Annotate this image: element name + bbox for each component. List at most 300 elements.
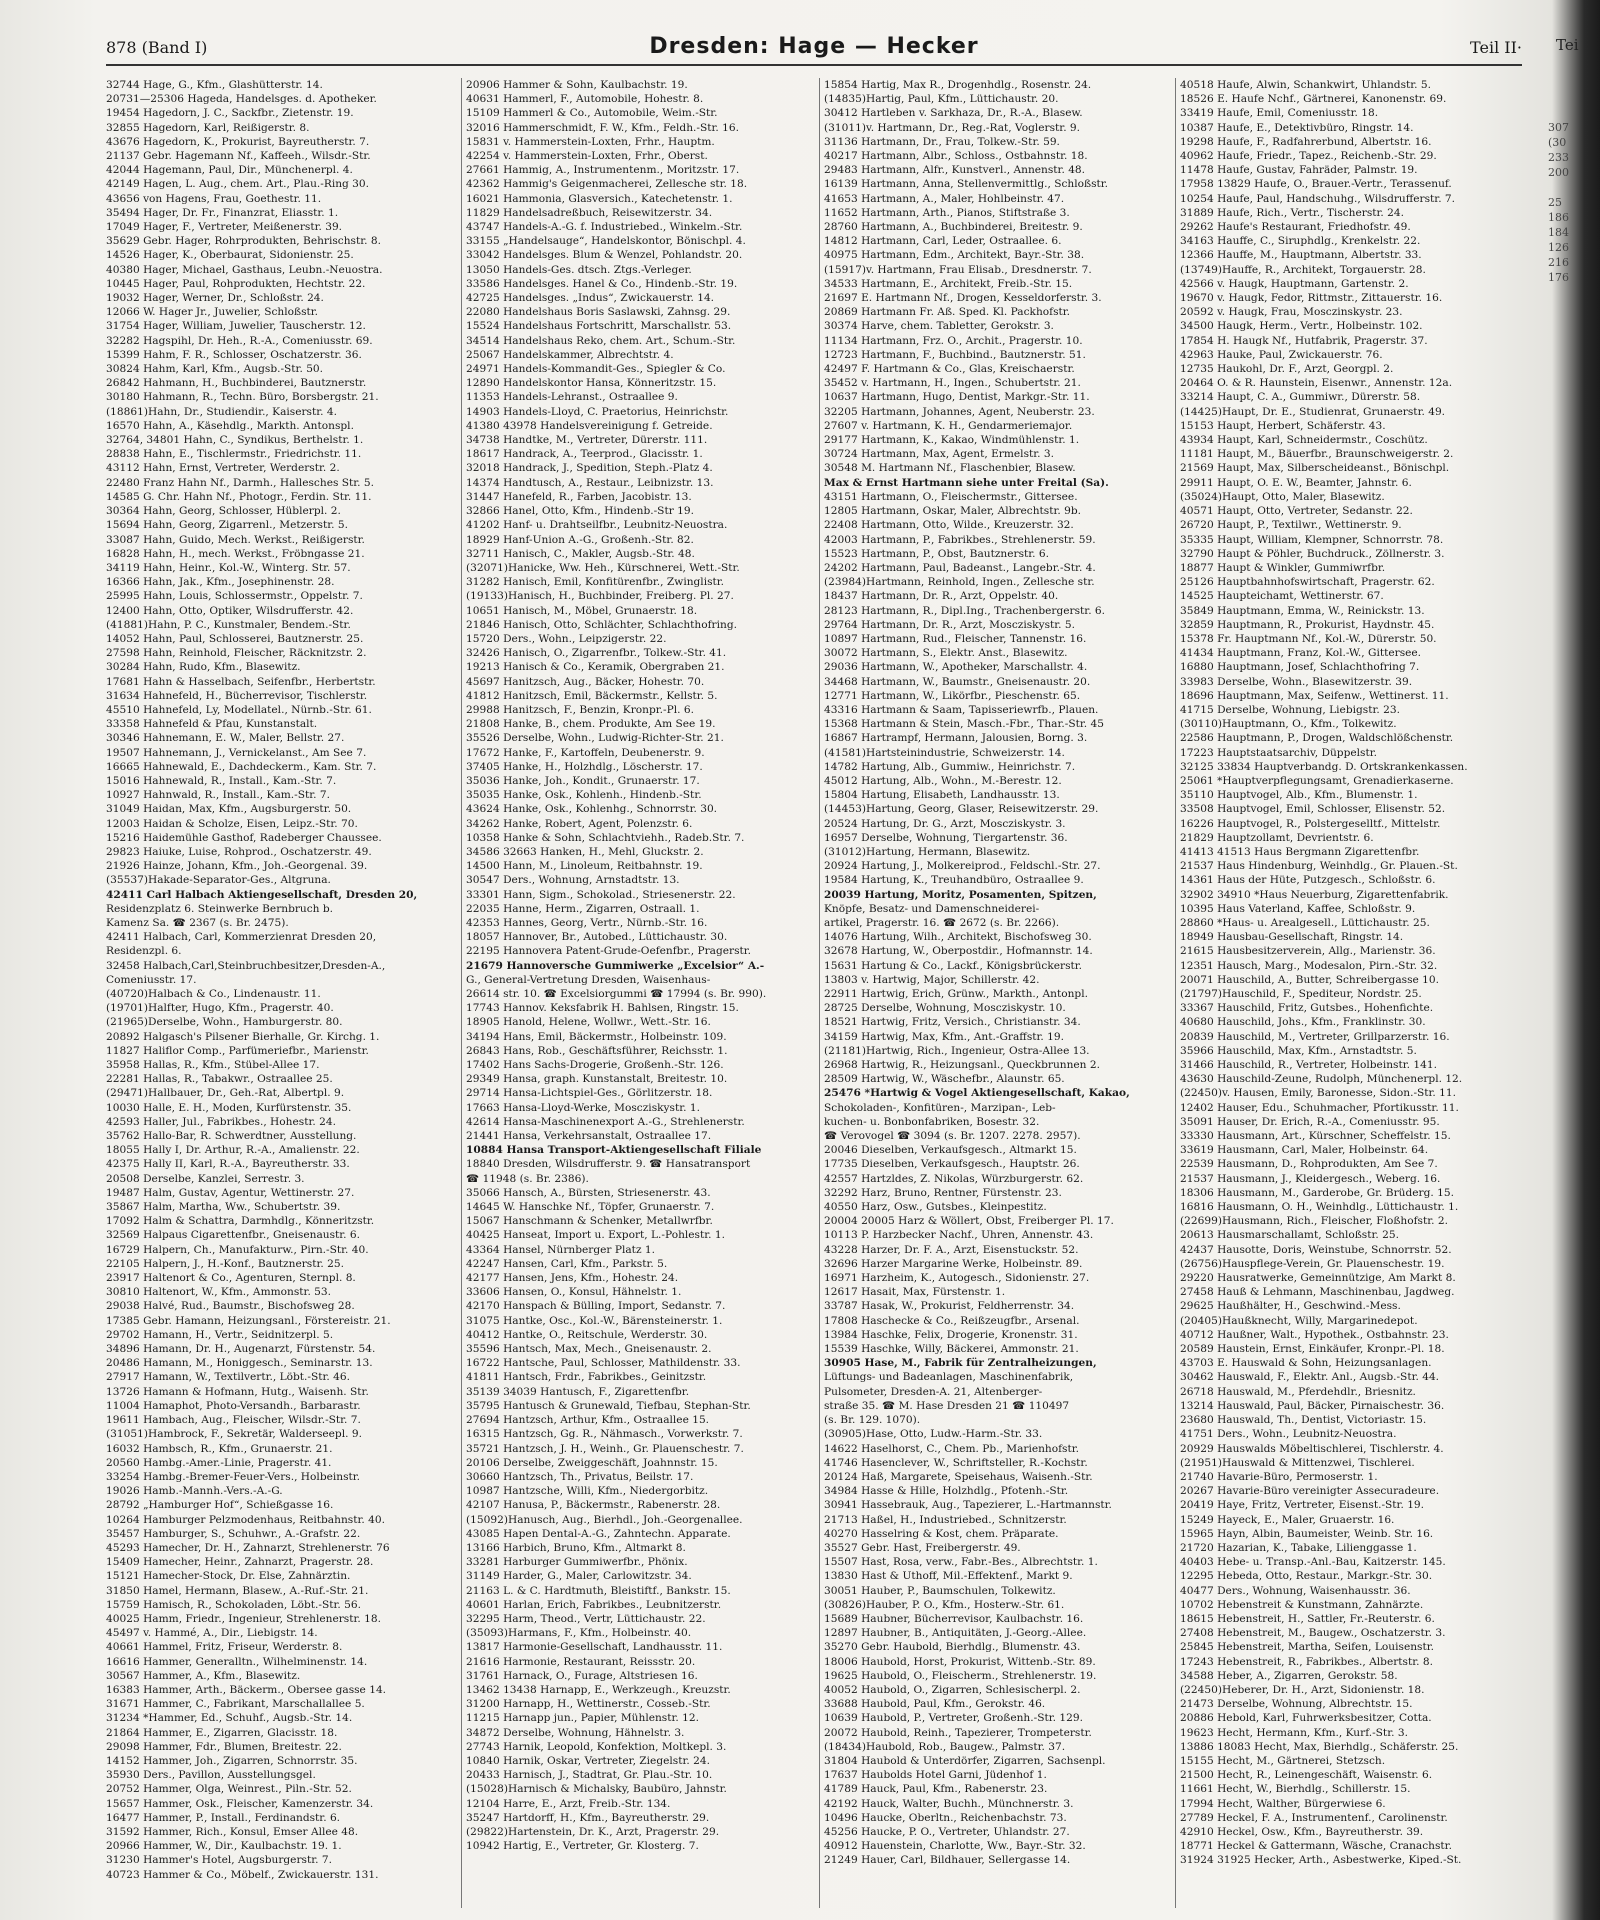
directory-column-3 <box>824 78 1174 1908</box>
directory-entry: 25476 *Hartwig & Vogel Aktiengesellschaft, Kakao, <box>824 1087 1130 1100</box>
directory-entry: 42910 Heckel, Osw., Kfm., Bayreutherstr. 39. <box>1180 1825 1424 1838</box>
directory-entry: 43085 Hapen Dental-A.-G., Zahntechn. Apparate. <box>466 1527 731 1540</box>
directory-entry: 14361 Haus der Hüte, Putzgesch., Schloßstr. 6. <box>1180 874 1436 887</box>
directory-entry: 21713 Haßel, H., Industriebed., Schnitzerstr. <box>824 1513 1067 1526</box>
directory-entry: 35596 Hantsch, Max, Mech., Gneisenaustr. 2. <box>466 1343 712 1356</box>
directory-entry: 12897 Haubner, B., Antiquitäten, J.-Georg.-Allee. <box>824 1627 1087 1640</box>
directory-entry: 33688 Haubold, Paul, Kfm., Gerokstr. 46. <box>824 1698 1046 1711</box>
directory-entry: 17743 Hannov. Keksfabrik H. Bahlsen, Ringstr. 15. <box>466 1002 739 1015</box>
directory-entry: 31754 Hager, William, Juwelier, Tauscherstr. 12. <box>106 320 366 333</box>
directory-entry: 30364 Hahn, Georg, Schlosser, Hüblerpl. 2. <box>106 505 341 518</box>
directory-entry: 11004 Hamaphot, Photo-Versandh., Barbarastr. <box>106 1399 361 1412</box>
directory-entry: 29177 Hartmann, K., Kakao, Windmühlenstr. 1. <box>824 434 1080 447</box>
directory-entry: 40680 Hauschild, Johs., Kfm., Franklinstr. 30. <box>1180 1016 1426 1029</box>
directory-entry: 13886 18083 Hecht, Max, Bierhdlg., Schäferstr. 25. <box>1180 1740 1459 1753</box>
directory-entry: 29038 Halvé, Rud., Baumstr., Bischofsweg 28. <box>106 1300 355 1313</box>
directory-entry: kuchen- u. Bonbonfabriken, Bosestr. 32. <box>824 1115 1040 1128</box>
directory-entry: 11215 Harnapp jun., Papier, Mühlenstr. 12. <box>466 1712 699 1725</box>
directory-entry: 17672 Hanke, F., Kartoffeln, Deubenerstr. 9. <box>466 746 705 759</box>
directory-entry: 23917 Haltenort & Co., Agenturen, Sternpl. 8. <box>106 1272 356 1285</box>
directory-entry: 43676 Hagedorn, K., Prokurist, Bayreutherstr. 7. <box>106 135 370 148</box>
page-number: 878 (Band I) <box>106 38 208 57</box>
directory-entry: 40403 Hebe- u. Transp.-Anl.-Bau, Kaitzerstr. 145. <box>1180 1556 1446 1569</box>
directory-entry: (21797)Hauschild, F., Spediteur, Nordstr. 25. <box>1180 988 1422 1000</box>
directory-entry: 18617 Handrack, A., Teerprod., Glacisstr. 1. <box>466 448 703 461</box>
directory-entry: 20267 Havarie-Büro vereinigter Assecuradeure. <box>1180 1485 1440 1498</box>
directory-entry: 17994 Hecht, Walther, Bürgerwiese 6. <box>1180 1797 1386 1810</box>
directory-entry: 10927 Hahnwald, R., Install., Kam.-Str. 7. <box>106 789 331 802</box>
directory-entry: 30346 Hahnemann, E. W., Maler, Bellstr. 27. <box>106 732 345 745</box>
directory-entry: 30547 Ders., Wohnung, Arnstadtstr. 13. <box>466 874 680 887</box>
directory-entry: 40912 Hauenstein, Charlotte, Ww., Bayr.-Str. 32. <box>824 1840 1086 1853</box>
directory-entry: 45293 Hamecher, Dr. H., Zahnarzt, Strehlenerstr. 76 <box>106 1541 390 1554</box>
directory-entry: artikel, Pragerstr. 16. ☎ 2672 (s. Br. 2266). <box>824 916 1060 929</box>
directory-entry: 14152 Hammer, Joh., Zigarren, Schnorrstr. 35. <box>106 1754 358 1767</box>
directory-entry: 15368 Hartmann & Stein, Masch.-Fbr., Thar.-Str. 45 <box>824 718 1104 731</box>
directory-entry: 18057 Hannover, Br., Autobed., Lüttichaustr. 30. <box>466 931 728 944</box>
directory-entry: 43151 Hartmann, O., Fleischermstr., Gittersee. <box>824 490 1078 503</box>
directory-entry: 31671 Hammer, C., Fabrikant, Marschallallee 5. <box>106 1698 365 1711</box>
adjacent-page-number: (30 <box>1548 136 1567 149</box>
directory-entry: 17637 Haubolds Hotel Garni, Jüdenhof 1. <box>824 1769 1047 1782</box>
directory-entry: 19026 Hamb.-Mannh.-Vers.-A.-G. <box>106 1485 283 1498</box>
directory-entry: (22450)v. Hausen, Emily, Baronesse, Sidon.-Str. 11. <box>1180 1087 1457 1100</box>
directory-entry: 34262 Hanke, Robert, Agent, Polenzstr. 6. <box>466 817 693 830</box>
directory-entry: 31466 Hauschild, R., Vertreter, Holbeinstr. 141. <box>1180 1059 1437 1072</box>
directory-entry: 40270 Hasselring & Kost, chem. Präparate. <box>824 1527 1059 1540</box>
directory-entry: 19623 Hecht, Hermann, Kfm., Kurf.-Str. 3. <box>1180 1726 1408 1739</box>
directory-entry: 31447 Hanefeld, R., Farben, Jacobistr. 13. <box>466 490 692 503</box>
directory-entry: 40571 Haupt, Otto, Vertreter, Sedanstr. 22. <box>1180 505 1413 518</box>
directory-entry: 32902 34910 *Haus Neuerburg, Zigarettenfabrik. <box>1180 888 1449 901</box>
directory-entry: 15523 Hartmann, P., Obst, Bautznerstr. 6. <box>824 547 1050 560</box>
directory-entry: 12003 Haidan & Scholze, Eisen, Leipz.-Str. 70. <box>106 817 358 830</box>
directory-entry: 13830 Hast & Uthoff, Mil.-Effektenf., Markt 9. <box>824 1570 1073 1583</box>
directory-entry: 35966 Hauschild, Max, Kfm., Arnstadtstr. 5. <box>1180 1044 1417 1057</box>
directory-entry: 20752 Hammer, Olga, Weinrest., Piln.-Str. 52. <box>106 1783 352 1796</box>
directory-entry: Pulsometer, Dresden-A. 21, Altenberger- <box>824 1385 1043 1398</box>
directory-entry: (13749)Hauffe, R., Architekt, Torgauerstr. 28. <box>1180 263 1426 276</box>
directory-entry: 18696 Hauptmann, Max, Seifenw., Wettinerst. 11. <box>1180 689 1449 702</box>
directory-entry: 16021 Hammonia, Glasversich., Katechetenstr. 1. <box>466 192 733 205</box>
directory-entry: 10651 Hanisch, M., Möbel, Grunaerstr. 18. <box>466 604 698 617</box>
adjacent-page-number: 200 <box>1548 166 1569 179</box>
directory-entry: 29036 Hartmann, W., Apotheker, Marschallstr. 4. <box>824 661 1088 674</box>
directory-entry: 40425 Hanseat, Import u. Export, L.-Pohlestr. 1. <box>466 1229 725 1242</box>
directory-entry: 21615 Hausbesitzerverein, Allg., Marienstr. 36. <box>1180 945 1436 958</box>
directory-column-4 <box>1180 78 1530 1908</box>
directory-entry: 15507 Hast, Rosa, verw., Fabr.-Bes., Albrechtstr. 1. <box>824 1556 1098 1569</box>
directory-entry: (14453)Hartung, Georg, Glaser, Reisewitzerstr. 29. <box>824 803 1099 816</box>
adjacent-page-number: 307 <box>1548 121 1569 134</box>
directory-entry: 20004 20005 Harz & Wöllert, Obst, Freiberger Pl. 17. <box>824 1215 1114 1228</box>
directory-entry: 17854 H. Haugk Nf., Hutfabrik, Pragerstr. 37. <box>1180 334 1428 347</box>
directory-entry: 40550 Harz, Osw., Gutsbes., Kleinpestitz. <box>824 1201 1047 1214</box>
directory-entry: 12723 Hartmann, F., Buchbind., Bautznerstr. 51. <box>824 348 1086 361</box>
directory-entry: 43316 Hartmann & Saam, Tapisseriewrfb., Plauen. <box>824 703 1099 716</box>
directory-entry: 17385 Gebr. Hamann, Heizungsanl., Förstereistr. 21. <box>106 1314 391 1327</box>
directory-entry: 21829 Hauptzollamt, Devrientstr. 6. <box>1180 831 1374 844</box>
directory-entry: 20464 O. & R. Haunstein, Eisenwr., Annenstr. 12a. <box>1180 377 1453 390</box>
directory-entry: 16616 Hammer, Generalltn., Wilhelminenstr. 14. <box>106 1655 368 1668</box>
directory-entry: 41653 Hartmann, A., Maler, Hohlbeinstr. 47. <box>824 192 1065 205</box>
directory-entry: 30072 Hartmann, S., Elektr. Anst., Blasewitz. <box>824 647 1068 660</box>
directory-entry: 21569 Haupt, Max, Silberscheideanst., Bönischpl. <box>1180 462 1450 475</box>
adjacent-page-number: 176 <box>1548 271 1569 284</box>
directory-entry: 21679 Hannoversche Gummiwerke „Excelsior“ A.- <box>466 959 765 972</box>
directory-entry: 21500 Hecht, R., Leinengeschäft, Waisenstr. 6. <box>1180 1769 1433 1782</box>
directory-entry: 22035 Hanne, Herm., Zigarren, Ostraall. 1. <box>466 902 700 915</box>
directory-entry: 31889 Haufe, Rich., Vertr., Tischerstr. 24. <box>1180 206 1405 219</box>
directory-column-1 <box>106 78 456 1908</box>
directory-entry: (35093)Harmans, F., Kfm., Holbeinstr. 40. <box>466 1627 692 1640</box>
directory-entry: 18949 Hausbau-Gesellschaft, Ringstr. 14. <box>1180 931 1404 944</box>
directory-entry: 35930 Ders., Pavillon, Ausstellungsgel. <box>106 1769 316 1782</box>
directory-entry: 22281 Hallas, R., Tabakwr., Ostraallee 25. <box>106 1073 333 1086</box>
directory-entry: 14812 Hartmann, Carl, Leder, Ostraallee. 6. <box>824 235 1062 248</box>
directory-entry: 42107 Hanusa, P., Bäckermstr., Rabenerstr. 28. <box>466 1499 721 1512</box>
directory-entry: 19670 v. Haugk, Fedor, Rittmstr., Zittauerstr. 16. <box>1180 292 1443 305</box>
directory-entry: G., General-Vertretung Dresden, Waisenhaus- <box>466 973 711 986</box>
directory-entry: 43703 E. Hauswald & Sohn, Heizungsanlagen. <box>1180 1357 1432 1370</box>
directory-entry: 21137 Gebr. Hagemann Nf., Kaffeeh., Wilsdr.-Str. <box>106 150 371 163</box>
directory-entry: 20966 Hammer, W., Dir., Kaulbachstr. 19. 1. <box>106 1840 342 1853</box>
directory-entry: 42411 Halbach, Carl, Kommerzienrat Dresden 20, <box>106 931 377 944</box>
directory-entry: 10254 Haufe, Paul, Handschuhg., Wilsdrufferstr. 7. <box>1180 192 1456 205</box>
directory-entry: 24202 Hartmann, Paul, Badeanst., Langebr.-Str. 4. <box>824 561 1096 574</box>
directory-entry: 15631 Hartung & Co., Lackf., Königsbrückerstr. <box>824 959 1083 972</box>
directory-entry: 29220 Hausratwerke, Gemeinnützige, Am Markt 8. <box>1180 1272 1456 1285</box>
directory-entry: 16032 Hambsch, R., Kfm., Grunaerstr. 21. <box>106 1442 333 1455</box>
directory-entry: 40380 Hager, Michael, Gasthaus, Leubn.-Neuostra. <box>106 263 383 276</box>
directory-entry: 41751 Ders., Wohn., Leubnitz-Neuostra. <box>1180 1428 1397 1441</box>
directory-entry: 40723 Hammer & Co., Möbelf., Zwickauerstr. 131. <box>106 1868 379 1881</box>
directory-entry: 32569 Halpaus Cigarettenfbr., Gneisenaustr. 6. <box>106 1229 361 1242</box>
directory-entry: 20046 Dieselben, Verkaufsgesch., Altmarkt 15. <box>824 1144 1077 1157</box>
directory-entry: 18877 Haupt & Winkler, Gummiwrfbr. <box>1180 561 1386 574</box>
directory-entry: 35721 Hantzsch, J. H., Weinh., Gr. Plauenschestr. 7. <box>466 1442 744 1455</box>
directory-entry: (s. Br. 129. 1070). <box>824 1414 921 1427</box>
directory-entry: 30660 Hantzsch, Th., Privatus, Beilstr. 17. <box>466 1470 694 1483</box>
directory-entry: 21441 Hansa, Verkehrsanstalt, Ostraallee 17. <box>466 1130 712 1143</box>
directory-entry: 12402 Hauser, Edu., Schuhmacher, Pfortikusstr. 11. <box>1180 1101 1459 1114</box>
directory-entry: (35537)Hakade-Separator-Ges., Altgruna. <box>106 874 331 887</box>
directory-entry: 32744 Hage, G., Kfm., Glashütterstr. 14. <box>106 79 323 91</box>
directory-entry: 17663 Hansa-Lloyd-Werke, Moscziskystr. 1. <box>466 1101 700 1114</box>
directory-entry: (14835)Hartig, Paul, Kfm., Lüttichaustr. 20. <box>824 93 1059 106</box>
directory-entry: 30810 Haltenort, W., Kfm., Ammonstr. 53. <box>106 1286 332 1299</box>
directory-entry: 13803 v. Hartwig, Major, Schillerstr. 42. <box>824 973 1040 986</box>
directory-entry: 43624 Hanke, Osk., Kohlenhg., Schnorrstr. 30. <box>466 803 718 816</box>
directory-entry: 33358 Hahnefeld & Pfau, Kunstanstalt. <box>106 718 318 731</box>
adjacent-page-number: 233 <box>1548 151 1569 164</box>
directory-entry: 40712 Haußner, Walt., Hypothek., Ostbahnstr. 23. <box>1180 1328 1449 1341</box>
directory-entry: 20433 Harnisch, J., Stadtrat, Gr. Plau.-Str. 10. <box>466 1769 713 1782</box>
directory-entry: 34738 Handtke, M., Vertreter, Dürerstr. 111. <box>466 434 708 447</box>
directory-entry: 37405 Hanke, H., Holzhdlg., Löscherstr. 17. <box>466 760 703 773</box>
directory-entry: 32016 Hammerschmidt, F. W., Kfm., Feldh.-Str. 16. <box>466 121 739 134</box>
directory-entry: 20106 Derselbe, Zweiggeschäft, Joahnnstr. 15. <box>466 1456 718 1469</box>
directory-entry: 34533 Hartmann, E., Architekt, Freib.-Str. 15. <box>824 277 1073 290</box>
directory-entry: 19298 Haufe, F., Radfahrerbund, Albertstr. 16. <box>1180 135 1432 148</box>
directory-entry: 34500 Haugk, Herm., Vertr., Holbeinstr. 102. <box>1180 320 1423 333</box>
column-divider <box>1175 78 1176 1908</box>
directory-entry: 29911 Haupt, O. E. W., Beamter, Jahnstr. 6. <box>1180 476 1412 489</box>
directory-entry: 16665 Hahnewald, E., Dachdeckerm., Kam. Str. 7. <box>106 760 377 773</box>
directory-entry: 15067 Hanschmann & Schenker, Metallwrfbr. <box>466 1215 713 1228</box>
directory-entry: 13726 Hamann & Hofmann, Hutg., Waisenh. Str. <box>106 1385 369 1398</box>
directory-entry: 11829 Handelsadreßbuch, Reisewitzerstr. 34. <box>466 206 713 219</box>
directory-entry: 15854 Hartig, Max R., Drogenhdlg., Rosenstr. 24. <box>824 79 1092 91</box>
directory-entry: 10387 Haufe, E., Detektivbüro, Ringstr. 14. <box>1180 121 1414 134</box>
directory-entry: 14645 W. Hanschke Nf., Töpfer, Grunaerstr. 7. <box>466 1201 715 1214</box>
directory-entry: 45697 Hanitzsch, Aug., Bäcker, Hohestr. 70. <box>466 675 705 688</box>
directory-entry: 13214 Hauswald, Paul, Bäcker, Pirnaischestr. 36. <box>1180 1399 1445 1412</box>
directory-entry: 15109 Hammerl & Co., Automobile, Weim.-Str. <box>466 107 718 120</box>
adjacent-page-number: 184 <box>1548 226 1569 239</box>
directory-entry: 43934 Haupt, Karl, Schneidermstr., Coschütz. <box>1180 434 1428 447</box>
directory-entry: 41434 Hauptmann, Franz, Kol.-W., Gittersee. <box>1180 647 1422 660</box>
directory-entry: 20560 Hambg.-Amer.-Linie, Pragerstr. 41. <box>106 1456 332 1469</box>
adjacent-page-number: 216 <box>1548 256 1569 269</box>
directory-entry: 25126 Hauptbahnhofswirtschaft, Pragerstr. 62. <box>1180 576 1435 589</box>
directory-entry: 32458 Halbach,Carl,Steinbruchbesitzer,Dresden-A., <box>106 959 386 972</box>
directory-entry: 31804 Haubold & Unterdörfer, Zigarren, Sachsenpl. <box>824 1754 1106 1767</box>
directory-entry: 35139 34039 Hantusch, F., Zigarettenfbr. <box>466 1385 690 1398</box>
directory-entry: 33254 Hambg.-Bremer-Feuer-Vers., Holbeinstr. <box>106 1470 361 1483</box>
directory-entry: 16828 Hahn, H., mech. Werkst., Fröbngasse 21. <box>106 547 365 560</box>
directory-entry: 32790 Haupt & Pöhler, Buchdruck., Zöllnerstr. 3. <box>1180 547 1445 560</box>
directory-entry: 13166 Harbich, Bruno, Kfm., Altmarkt 8. <box>466 1541 686 1554</box>
directory-entry: 15539 Haschke, Willy, Bäckerei, Ammonstr. 21. <box>824 1343 1079 1356</box>
directory-entry: 27598 Hahn, Reinhold, Fleischer, Räcknitzstr. 2. <box>106 647 367 660</box>
directory-entry: 11181 Haupt, M., Bäuerfbr., Braunschweigerstr. 2. <box>1180 448 1454 461</box>
directory-entry: 35247 Hartdorff, H., Kfm., Bayreutherstr. 29. <box>466 1811 710 1824</box>
directory-entry: 40518 Haufe, Alwin, Schankwirt, Uhlandstr. 5. <box>1180 79 1432 91</box>
directory-entry: 20906 Hammer & Sohn, Kaulbachstr. 19. <box>466 79 688 91</box>
directory-entry: (19701)Halfter, Hugo, Kfm., Pragerstr. 40. <box>106 1002 334 1015</box>
directory-entry: 35110 Hauptvogel, Alb., Kfm., Blumenstr. 1. <box>1180 789 1418 802</box>
directory-entry: 22105 Halpern, J., H.-Konf., Bautznerstr. 25. <box>106 1257 344 1270</box>
directory-entry: 13817 Harmonie-Gesellschaft, Landhausstr. 11. <box>466 1641 723 1654</box>
directory-entry: 31230 Hammer's Hotel, Augsburgerstr. 7. <box>106 1854 332 1867</box>
directory-entry: 17402 Hans Sachs-Drogerie, Großenh.-Str. 126. <box>466 1059 724 1072</box>
directory-entry: 43630 Hauschild-Zeune, Rudolph, Münchenerpl. 12. <box>1180 1073 1463 1086</box>
directory-entry: 45012 Hartung, Alb., Wohn., M.-Berestr. 12. <box>824 774 1062 787</box>
directory-entry: 21808 Hanke, B., chem. Produkte, Am See 19. <box>466 718 716 731</box>
directory-entry: 27607 v. Hartmann, K. H., Gendarmeriemajor. <box>824 419 1073 432</box>
directory-entry: 43656 von Hagens, Frau, Goethestr. 11. <box>106 192 322 205</box>
directory-entry: 10395 Haus Vaterland, Kaffee, Schloßstr. 9. <box>1180 902 1416 915</box>
directory-entry: 29098 Hammer, Fdr., Blumen, Breitestr. 22. <box>106 1740 342 1753</box>
directory-entry: 28838 Hahn, E., Tischlermstr., Friedrichstr. 11. <box>106 448 362 461</box>
directory-entry: 30905 Hase, M., Fabrik für Zentralheizungen, <box>824 1357 1097 1370</box>
directory-entry: 20839 Hauschild, M., Vertreter, Grillparzerstr. 16. <box>1180 1030 1450 1043</box>
directory-entry: 17681 Hahn & Hasselbach, Seifenfbr., Herbertstr. <box>106 675 376 688</box>
directory-entry: 30462 Hauswald, F., Elektr. Anl., Augsb.-Str. 44. <box>1180 1371 1440 1384</box>
directory-entry: 14374 Handtusch, A., Restaur., Leibnizstr. 13. <box>466 476 714 489</box>
directory-entry: 26718 Hauswald, M., Pferdehdlr., Briesnitz. <box>1180 1385 1416 1398</box>
directory-entry: 35494 Hager, Dr. Fr., Finanzrat, Eliasstr. 1. <box>106 206 339 219</box>
directory-entry: 16477 Hammer, P., Install., Ferdinandstr. 6. <box>106 1811 341 1824</box>
directory-entry: 21537 Haus Hindenburg, Weinhdlg., Gr. Plauen.-St. <box>1180 860 1458 873</box>
directory-entry: (20405)Haußknecht, Willy, Margarinedepot. <box>1180 1314 1418 1327</box>
directory-entry: (14425)Haupt, Dr. E., Studienrat, Grunaerstr. 49. <box>1180 405 1446 418</box>
directory-entry: 31592 Hammer, Rich., Konsul, Emser Allee 48. <box>106 1825 359 1838</box>
directory-entry: 15965 Hayn, Albin, Baumeister, Weinb. Str. 16. <box>1180 1527 1434 1540</box>
directory-entry: 34119 Hahn, Heinr., Kol.-W., Winterg. Str. 57. <box>106 561 351 574</box>
directory-entry: 30412 Hartleben v. Sarkhaza, Dr., R.-A., Blasew. <box>824 107 1083 120</box>
directory-entry: 32018 Handrack, J., Spedition, Steph.-Platz 4. <box>466 462 713 475</box>
directory-entry: 20924 Hartung, J., Molkereiprod., Feldschl.-Str. 27. <box>824 860 1101 873</box>
directory-entry: (15028)Harnisch & Michalsky, Baubüro, Jahnstr. <box>466 1783 727 1796</box>
directory-entry: 22539 Hausmann, D., Rohprodukten, Am See 7. <box>1180 1158 1438 1171</box>
directory-entry: 28123 Hartmann, R., Dipl.Ing., Trachenbergerstr. 6. <box>824 604 1106 617</box>
directory-entry: 14622 Haselhorst, C., Chem. Pb., Marienhofstr. <box>824 1442 1080 1455</box>
directory-entry: 32855 Hagedorn, Karl, Reißigerstr. 8. <box>106 121 310 134</box>
directory-entry: 35457 Hamburger, S., Schuhwr., A.-Grafstr. 22. <box>106 1527 361 1540</box>
directory-entry: 40025 Hamm, Friedr., Ingenieur, Strehlenerstr. 18. <box>106 1612 381 1625</box>
directory-entry: 42254 v. Hammerstein-Loxten, Frhr., Oberst. <box>466 150 708 163</box>
directory-entry: 12890 Handelskontor Hansa, Könneritzstr. 15. <box>466 377 717 390</box>
directory-entry: 32426 Hanisch, O., Zigarrenfbr., Tolkew.-Str. 41. <box>466 647 727 660</box>
directory-entry: 28509 Hartwig, W., Wäschefbr., Alaunstr. 65. <box>824 1073 1065 1086</box>
directory-entry: 15249 Hayeck, E., Maler, Gruaerstr. 16. <box>1180 1513 1395 1526</box>
directory-entry: 40631 Hammerl, F., Automobile, Hohestr. 8. <box>466 93 704 106</box>
directory-entry: 42411 Carl Halbach Aktiengesellschaft, Dresden 20, <box>106 888 418 901</box>
directory-entry: 15409 Hamecher, Heinr., Zahnarzt, Pragerstr. 28. <box>106 1556 374 1569</box>
directory-entry: 10840 Harnik, Oskar, Vertreter, Ziegelstr. 24. <box>466 1754 710 1767</box>
directory-entry: 20486 Hamann, M., Honiggesch., Seminarstr. 13. <box>106 1357 373 1370</box>
directory-entry: 43228 Harzer, Dr. F. A., Arzt, Eisenstuckstr. 52. <box>824 1243 1079 1256</box>
directory-entry: 20508 Derselbe, Kanzlei, Serrestr. 3. <box>106 1172 305 1185</box>
directory-entry: (18861)Hahn, Dr., Studiendir., Kaiserstr. 4. <box>106 405 337 418</box>
directory-entry: 27458 Hauß & Lehmann, Maschinenbau, Jagdweg. <box>1180 1286 1455 1299</box>
directory-entry: 33155 „Handelsauge“, Handelskontor, Bönischpl. 4. <box>466 235 746 248</box>
directory-entry: Residenzpl. 6. <box>106 945 182 958</box>
directory-entry: 27408 Hebenstreit, M., Baugew., Oschatzerstr. 3. <box>1180 1627 1446 1640</box>
directory-entry: 16957 Derselbe, Wohnung, Tiergartenstr. 36. <box>824 831 1068 844</box>
directory-entry: 31136 Hartmann, Dr., Frau, Tolkew.-Str. 59. <box>824 135 1060 148</box>
directory-entry: 11478 Haufe, Gustav, Fahräder, Palmstr. 19. <box>1180 164 1418 177</box>
directory-entry: 42170 Hanspach & Bülling, Import, Sedanstr. 7. <box>466 1300 726 1313</box>
directory-entry: 20071 Hauschild, A., Butter, Schreibergasse 10. <box>1180 973 1440 986</box>
directory-entry: (31012)Hartung, Hermann, Blasewitz. <box>824 845 1031 858</box>
directory-entry: 43364 Hansel, Nürnberger Platz 1. <box>466 1243 655 1256</box>
directory-entry: 32866 Hanel, Otto, Kfm., Hindenb.-Str 19. <box>466 505 694 518</box>
directory-entry: 31234 *Hammer, Ed., Schuhf., Augsb.-Str. 14. <box>106 1712 353 1725</box>
directory-entry: 35036 Hanke, Joh., Kondit., Grunaerstr. 17. <box>466 774 700 787</box>
directory-entry: 14782 Hartung, Alb., Gummiw., Heinrichstr. 7. <box>824 760 1076 773</box>
directory-entry: 17808 Haschecke & Co., Reißzeugfbr., Arsenal. <box>824 1314 1080 1327</box>
directory-entry: 21697 E. Hartmann Nf., Drogen, Kesseldorferstr. 3. <box>824 292 1102 305</box>
directory-entry: 35795 Hantusch & Grunewald, Tiefbau, Stephan-Str. <box>466 1399 751 1412</box>
directory-entry: straße 35. ☎ M. Hase Dresden 21 ☎ 110497 <box>824 1399 1070 1412</box>
directory-entry: 19032 Hager, Werner, Dr., Schloßstr. 24. <box>106 292 324 305</box>
directory-entry: 29349 Hansa, graph. Kunstanstalt, Breitestr. 10. <box>466 1073 728 1086</box>
directory-entry: 42593 Haller, Jul., Fabrikbes., Hohestr. 24. <box>106 1115 336 1128</box>
directory-entry: 16816 Hausmann, O. H., Weinhdlg., Lüttichaustr. 1. <box>1180 1201 1459 1214</box>
directory-entry: 18526 E. Haufe Nchf., Gärtnerei, Kanonenstr. 69. <box>1180 93 1447 106</box>
directory-entry: 33586 Handelsges. Hanel & Co., Hindenb.-Str. 19. <box>466 277 738 290</box>
directory-entry: 35526 Derselbe, Wohn., Ludwig-Richter-Str. 21. <box>466 732 724 745</box>
directory-entry: 30724 Hartmann, Max, Agent, Ermelstr. 3. <box>824 448 1055 461</box>
directory-entry: 35958 Hallas, R., Kfm., Stübel-Allee 17. <box>106 1059 320 1072</box>
directory-entry: (40720)Halbach & Co., Lindenaustr. 11. <box>106 988 321 1000</box>
directory-entry: 16880 Hauptmann, Josef, Schlachthofring 7. <box>1180 661 1420 674</box>
directory-entry: 33330 Hausmann, Art., Kürschner, Scheffelstr. 15. <box>1180 1130 1451 1143</box>
directory-entry: 15153 Haupt, Herbert, Schäferstr. 43. <box>1180 419 1386 432</box>
directory-entry: 11827 Haliflor Comp., Parfümeriefbr., Marienstr. <box>106 1044 369 1057</box>
directory-entry: 41811 Hantsch, Frdr., Fabrikbes., Geinitzstr. <box>466 1371 707 1384</box>
directory-entry: (32071)Hanicke, Ww. Heh., Kürschnerei, Wett.-Str. <box>466 561 740 574</box>
directory-entry: 41715 Derselbe, Wohnung, Liebigstr. 23. <box>1180 703 1400 716</box>
directory-entry: 15657 Hammer, Osk., Fleischer, Kamenzerstr. 34. <box>106 1797 374 1810</box>
directory-entry: 27789 Heckel, F. A., Instrumentenf., Carolinenstr. <box>1180 1811 1448 1824</box>
directory-entry: 10987 Hantzsche, Willi, Kfm., Niedergorbitz. <box>466 1485 709 1498</box>
directory-entry: 20731—25306 Hageda, Handelsges. d. Apotheker. <box>106 93 377 106</box>
directory-entry: 18006 Haubold, Horst, Prokurist, Wittenb.-Str. 89. <box>824 1655 1096 1668</box>
directory-entry: 29483 Hartmann, Alfr., Kunstverl., Annenstr. 48. <box>824 164 1086 177</box>
directory-entry: 18306 Hausmann, M., Garderobe, Gr. Brüderg. 15. <box>1180 1186 1454 1199</box>
directory-entry: 15831 v. Hammerstein-Loxten, Frhr., Hauptm. <box>466 135 715 148</box>
directory-entry: 10358 Hanke & Sohn, Schlachtviehh., Radeb.Str. 7. <box>466 831 745 844</box>
directory-entry: 12295 Hebeda, Otto, Restaur., Markgr.-Str. 30. <box>1180 1570 1433 1583</box>
directory-entry: 22911 Hartwig, Erich, Grünw., Markth., Antonpl. <box>824 988 1088 1000</box>
directory-entry: 33042 Handelsges. Blum & Wenzel, Pohlandstr. 20. <box>466 249 743 262</box>
directory-entry: 33087 Hahn, Guido, Mech. Werkst., Reißigerstr. <box>106 533 365 546</box>
directory-entry: (31051)Hambrock, F., Sekretär, Walderseepl. 9. <box>106 1428 362 1441</box>
directory-entry: ☎ Verovogel ☎ 3094 (s. Br. 1207. 2278. 2957). <box>824 1130 1081 1143</box>
directory-entry: 17092 Halm & Schattra, Darmhdlg., Könneritzstr. <box>106 1215 375 1228</box>
directory-entry: 10942 Hartig, E., Vertreter, Gr. Klosterg. 7. <box>466 1840 699 1853</box>
directory-entry: 28760 Hartmann, A., Buchbinderei, Breitestr. 9. <box>824 221 1083 234</box>
directory-entry: 26968 Hartwig, R., Heizungsanl., Queckbrunnen 2. <box>824 1059 1100 1072</box>
adjacent-page-number: 25 <box>1548 196 1562 209</box>
directory-entry: 15399 Hahm, F. R., Schlosser, Oschatzerstr. 36. <box>106 348 362 361</box>
directory-entry: 16570 Hahn, A., Käsehdlg., Markth. Antonspl. <box>106 419 354 432</box>
directory-entry: 33281 Harburger Gummiwerfbr., Phönix. <box>466 1556 688 1569</box>
directory-entry: 41380 43978 Handelsvereinigung f. Getreide. <box>466 419 713 432</box>
directory-entry: 19487 Halm, Gustav, Agentur, Wettinerstr. 27. <box>106 1186 355 1199</box>
directory-entry: 45497 v. Hammé, A., Dir., Liebigstr. 14. <box>106 1627 318 1640</box>
directory-entry: 30548 M. Hartmann Nf., Flaschenbier, Blasew. <box>824 462 1076 475</box>
directory-entry: 19611 Hambach, Aug., Fleischer, Wilsdr.-Str. 7. <box>106 1414 361 1427</box>
directory-entry: 20524 Hartung, Dr. G., Arzt, Moscziskystr. 3. <box>824 817 1066 830</box>
directory-entry: 18929 Hanf-Union A.-G., Großenh.-Str. 82. <box>466 533 694 546</box>
directory-entry: 31850 Hamel, Hermann, Blasew., A.-Ruf.-Str. 21. <box>106 1584 369 1597</box>
directory-entry: 25995 Hahn, Louis, Schlossermstr., Oppelstr. 7. <box>106 590 363 603</box>
directory-entry: 34163 Hauffe, C., Siruphdlg., Krenkelstr. 22. <box>1180 235 1421 248</box>
directory-entry: 29714 Hansa-Lichtspiel-Ges., Görlitzerstr. 18. <box>466 1087 713 1100</box>
directory-entry: (21951)Hauswald & Mittenzwei, Tischlerei. <box>1180 1456 1415 1469</box>
directory-entry: 10639 Haubold, P., Vertreter, Großenh.-Str. 129. <box>824 1712 1083 1725</box>
directory-entry: (22450)Heberer, Dr. H., Arzt, Sidonienstr. 18. <box>1180 1683 1425 1696</box>
directory-entry: (26756)Hauspflege-Verein, Gr. Plauenschestr. 19. <box>1180 1257 1445 1270</box>
directory-entry: 12066 W. Hager Jr., Juwelier, Schloßstr. <box>106 306 319 319</box>
directory-entry: 12400 Hahn, Otto, Optiker, Wilsdrufferstr. 42. <box>106 604 354 617</box>
directory-entry: 43112 Hahn, Ernst, Vertreter, Werderstr. 2. <box>106 462 340 475</box>
page-title: Dresden: Hage — Hecker <box>649 34 979 59</box>
column-divider <box>461 78 462 1908</box>
directory-entry: 20592 v. Haugk, Frau, Mosczinskystr. 23. <box>1180 306 1403 319</box>
directory-entry: 18771 Heckel & Gattermann, Wäsche, Cranachstr. <box>1180 1840 1452 1853</box>
directory-entry: 16383 Hammer, Arth., Bäckerm., Obersee gasse 14. <box>106 1683 387 1696</box>
directory-entry: 35527 Gebr. Hast, Freibergerstr. 49. <box>824 1541 1021 1554</box>
directory-entry: 41789 Hauck, Paul, Kfm., Rabenerstr. 23. <box>824 1783 1048 1796</box>
directory-entry: 32125 33834 Hauptverbandg. D. Ortskrankenkassen. <box>1180 760 1468 773</box>
directory-entry: 20886 Hebold, Karl, Fuhrwerksbesitzer, Cotta. <box>1180 1712 1432 1725</box>
